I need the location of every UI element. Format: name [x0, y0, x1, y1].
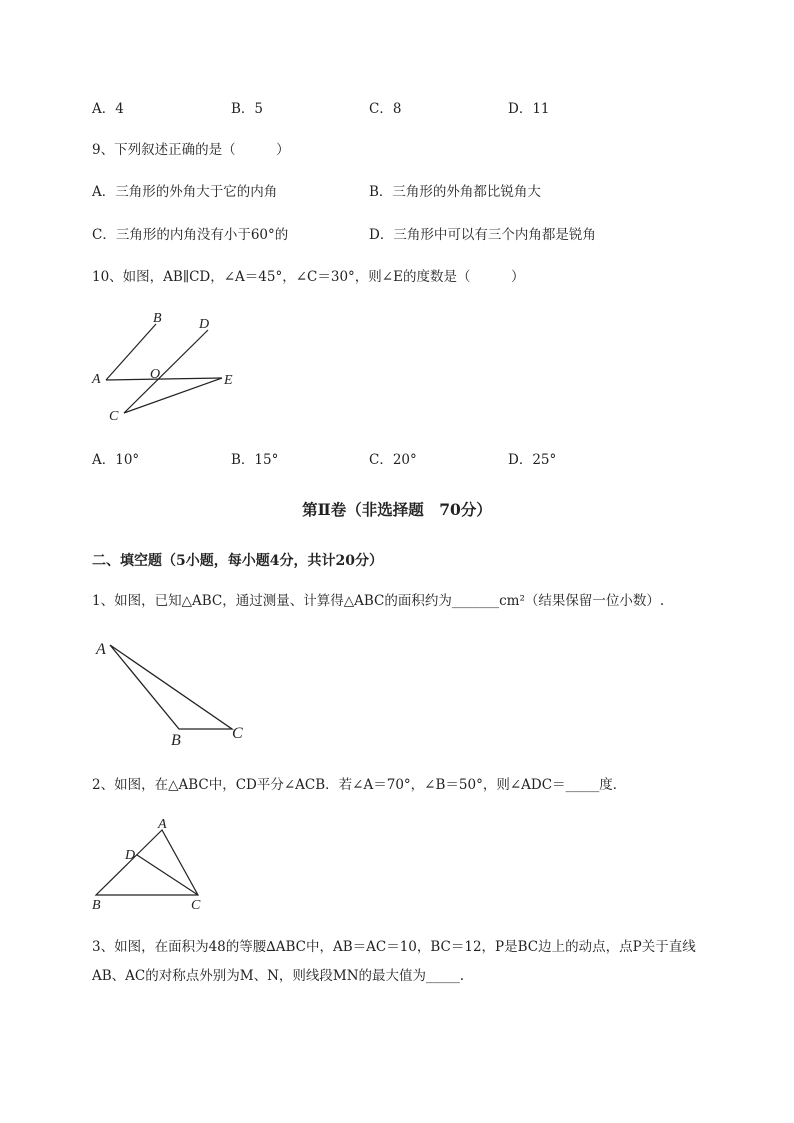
label-d: D	[199, 317, 210, 332]
segment-ce	[124, 378, 222, 413]
label-a: A	[158, 817, 167, 832]
q10-stem: 10、如图，AB∥CD，∠A＝45°，∠C＝30°，则∠E的度数是（ ）	[92, 269, 525, 285]
q10-option-d: D．25°	[508, 452, 557, 468]
q10-option-b: B．15°	[231, 452, 279, 468]
segment-ae	[106, 378, 222, 380]
label-o: O	[150, 367, 161, 382]
segment-ab	[106, 324, 156, 380]
section2-title: 二、填空题（5小题，每小题4分，共计20分）	[92, 553, 383, 569]
fill2-figure	[88, 818, 218, 913]
label-b: B	[171, 732, 181, 749]
fill2-stem: 2、如图，在△ABC中，CD平分∠ACB．若∠A＝70°，∠B＝50°，则∠ADC＝_____度．	[92, 777, 627, 793]
q8-option-b: B．5	[231, 101, 264, 117]
segment-cd	[137, 855, 198, 895]
q8-option-d: D．11	[508, 101, 550, 117]
segment-cd	[124, 330, 208, 413]
fill1-figure	[92, 637, 262, 752]
q10-option-c: C．20°	[369, 452, 417, 468]
label-c: C	[109, 409, 119, 424]
q9-option-b: B．三角形的外角都比锐角大	[369, 184, 541, 200]
label-c: C	[191, 898, 201, 913]
q9-stem: 9、下列叙述正确的是（ ）	[92, 142, 290, 158]
label-b: B	[153, 311, 162, 326]
label-a: A	[92, 372, 101, 387]
q8-option-a: A．4	[92, 101, 124, 117]
part2-title: 第Ⅱ卷（非选择题 70分）	[302, 500, 492, 519]
fill3-stem-line1: 3、如图，在面积为48的等腰∆ABC中，AB＝AC＝10，BC＝12，P是BC边上的动点，点P关于直线	[92, 939, 696, 955]
q10-figure	[90, 308, 250, 428]
label-c: C	[232, 725, 243, 742]
triangle-abc	[110, 645, 232, 729]
label-a: A	[96, 641, 106, 658]
label-e: E	[224, 373, 233, 388]
label-b: B	[92, 898, 101, 913]
fill3-stem-line2: AB、AC的对称点外别为M、N，则线段MN的最大值为_____.	[92, 968, 465, 984]
q9-option-d: D．三角形中可以有三个内角都是锐角	[369, 227, 596, 243]
q9-option-a: A．三角形的外角大于它的内角	[92, 184, 278, 200]
fill1-stem: 1、如图，已知△ABC，通过测量、计算得△ABC的面积约为_______cm²（结果保留一位小数）.	[92, 593, 665, 609]
q8-option-c: C．8	[369, 101, 402, 117]
q9-option-c: C．三角形的内角没有小于60°的	[92, 227, 289, 243]
q10-option-a: A．10°	[92, 452, 140, 468]
label-d: D	[125, 848, 136, 863]
